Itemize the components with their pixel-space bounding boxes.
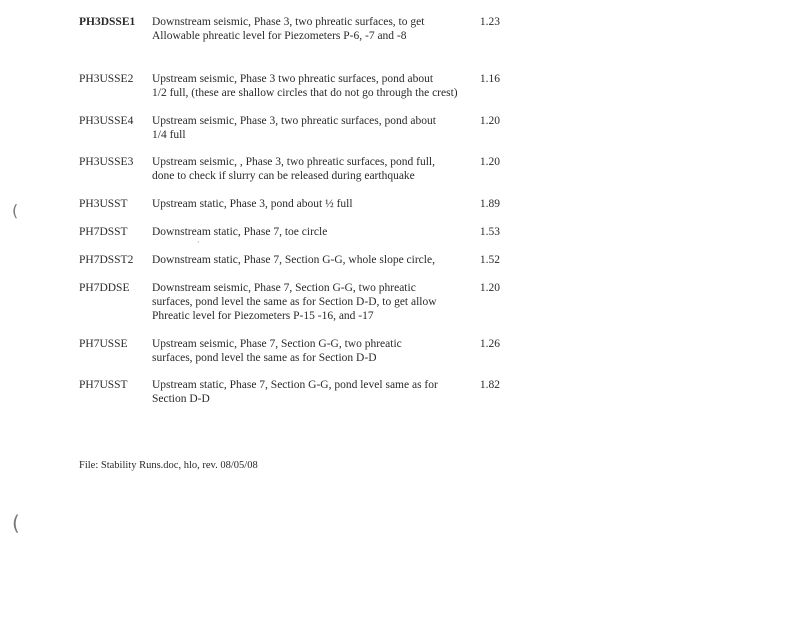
safety-factor: 1.20 <box>479 282 500 294</box>
binder-hole-mark: ( <box>12 511 20 535</box>
run-id: PH3DSSE1 <box>79 16 136 28</box>
run-id: PH7USSE <box>79 338 128 350</box>
safety-factor: 1.20 <box>479 156 500 168</box>
run-description: Downstream static, Phase 7, toe circle <box>152 226 328 238</box>
binder-hole-mark: ( <box>12 201 19 220</box>
safety-factor: 1.16 <box>479 73 500 85</box>
safety-factor: 1.89 <box>479 198 500 210</box>
safety-factor: 1.82 <box>479 379 500 391</box>
safety-factor: 1.52 <box>479 254 500 266</box>
safety-factor: 1.26 <box>479 338 500 350</box>
file-footer: File: Stability Runs.doc, hlo, rev. 08/05/08 <box>79 460 258 471</box>
safety-factor: 1.20 <box>479 115 500 127</box>
run-description: Upstream seismic, Phase 3, two phreatic surfaces, pond about 1/4 full <box>152 115 436 141</box>
run-id: PH3USSE2 <box>79 73 134 85</box>
safety-factor: 1.53 <box>479 226 500 238</box>
run-description: Upstream seismic, Phase 7, Section G-G, two phreatic surfaces, pond level the same as for Section D-D <box>152 338 402 364</box>
run-id: PH7DSST2 <box>79 254 134 266</box>
run-description: Upstream static, Phase 7, Section G-G, pond level same as for Section D-D <box>152 379 438 405</box>
run-id: PH3USSE3 <box>79 156 134 168</box>
run-id: PH7DDSE <box>79 282 130 294</box>
run-description: Downstream static, Phase 7, Section G-G, whole slope circle, <box>152 254 435 266</box>
run-id: PH7USST <box>79 379 128 391</box>
safety-factor: 1.23 <box>479 16 500 28</box>
run-id: PH3USST <box>79 198 128 210</box>
run-description: Downstream seismic, Phase 7, Section G-G, two phreatic surfaces, pond level the same as for Section D-D, to get allow Phreatic level for Piezometers P-15 -16, and -17 <box>152 282 437 322</box>
run-description: Upstream static, Phase 3, pond about ½ full <box>152 198 353 210</box>
run-description: Upstream seismic, Phase 3 two phreatic surfaces, pond about 1/2 full, (these are shallow circles that do not go through the crest) <box>152 73 458 99</box>
run-id: PH7DSST <box>79 226 128 238</box>
run-description: Downstream seismic, Phase 3, two phreatic surfaces, to get Allowable phreatic level for Piezometers P-6, -7 and -8 <box>152 16 425 42</box>
speck-mark: · <box>197 238 200 247</box>
run-id: PH3USSE4 <box>79 115 134 127</box>
run-description: Upstream seismic, , Phase 3, two phreatic surfaces, pond full, done to check if slurry can be released during earthquake <box>152 156 435 182</box>
